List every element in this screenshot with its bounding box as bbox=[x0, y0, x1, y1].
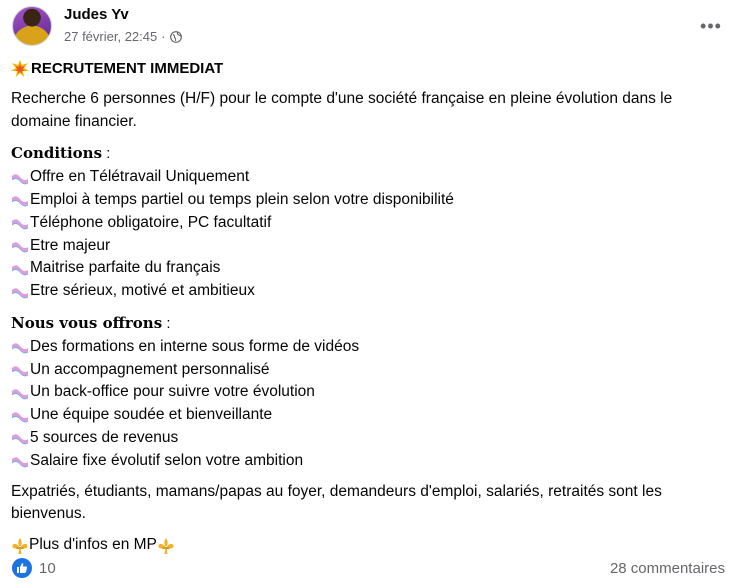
list-item-text: Des formations en interne sous forme de vidéos bbox=[30, 337, 360, 355]
offers-list bbox=[11, 336, 721, 473]
post-meta bbox=[64, 29, 182, 44]
conditions-title bbox=[11, 142, 721, 166]
list-item bbox=[11, 381, 721, 404]
offers-title bbox=[11, 312, 721, 336]
list-item-text: Etre majeur bbox=[30, 236, 111, 254]
headline-text: RECRUTEMENT IMMEDIAT bbox=[31, 60, 224, 77]
list-item bbox=[11, 257, 721, 280]
post-footer bbox=[12, 558, 725, 582]
ribbon-icon bbox=[11, 431, 29, 445]
reaction-count[interactable]: 10 bbox=[39, 560, 56, 577]
infos-text: Plus d'infos en MP bbox=[29, 536, 157, 554]
post-body bbox=[11, 58, 721, 557]
closing-text: Expatriés, étudiants, mamans/papas au foyer, demandeurs d'emploi, salariés, retraités sont les bienvenus. bbox=[11, 482, 662, 523]
ribbon-icon bbox=[11, 454, 29, 468]
ribbon-icon bbox=[11, 193, 29, 207]
ribbon-icon bbox=[11, 386, 29, 400]
intro-text: Recherche 6 personnes (H/F) pour le compte d'une société française en pleine évolution dans le domaine financier. bbox=[11, 89, 673, 130]
ribbon-icon bbox=[11, 171, 29, 185]
list-item-text: Un back-office pour suivre votre évolution bbox=[30, 383, 315, 401]
thumbs-up-icon bbox=[16, 562, 28, 574]
list-item-text: Une équipe soudée et bienveillante bbox=[30, 406, 273, 424]
list-item bbox=[11, 404, 721, 427]
more-options-icon[interactable]: ••• bbox=[700, 15, 722, 36]
fleur-de-lis-icon bbox=[157, 537, 175, 555]
list-item-text: Téléphone obligatoire, PC facultatif bbox=[30, 213, 272, 231]
list-item bbox=[11, 235, 721, 258]
list-item-text: Salaire fixe évolutif selon votre ambition bbox=[30, 451, 304, 469]
list-item bbox=[11, 212, 721, 235]
separator-dot: · bbox=[161, 29, 166, 44]
list-item bbox=[11, 359, 721, 382]
post-timestamp[interactable]: 27 février, 22:45 bbox=[64, 29, 158, 44]
ribbon-icon bbox=[11, 363, 29, 377]
list-item-text: Etre sérieux, motivé et ambitieux bbox=[30, 282, 255, 300]
list-item-text: Offre en Télétravail Uniquement bbox=[30, 168, 250, 186]
globe-icon bbox=[170, 31, 182, 43]
comments-count[interactable]: 28 commentaires bbox=[609, 560, 725, 577]
like-icon[interactable] bbox=[12, 558, 32, 578]
list-item bbox=[11, 166, 721, 189]
ribbon-icon bbox=[11, 216, 29, 230]
list-item bbox=[11, 336, 721, 359]
collision-icon bbox=[11, 60, 29, 78]
conditions-title-suffix: : bbox=[102, 145, 111, 163]
fleur-de-lis-icon bbox=[11, 537, 29, 555]
list-item bbox=[11, 280, 721, 303]
author-name[interactable]: Judes Yv bbox=[64, 6, 129, 23]
conditions-title-text: Conditions bbox=[11, 144, 103, 163]
list-item bbox=[11, 189, 721, 212]
offers-title-suffix: : bbox=[162, 314, 171, 332]
list-item bbox=[11, 427, 721, 450]
ribbon-icon bbox=[11, 239, 29, 253]
post-headline bbox=[11, 58, 721, 81]
offers-title-text: Nous vous offrons bbox=[11, 313, 163, 332]
ribbon-icon bbox=[11, 340, 29, 354]
ribbon-icon bbox=[11, 409, 29, 423]
conditions-list bbox=[11, 166, 721, 303]
list-item-text: Un accompagnement personnalisé bbox=[30, 360, 270, 378]
list-item bbox=[11, 450, 721, 473]
author-avatar[interactable] bbox=[12, 6, 52, 46]
list-item-text: Maitrise parfaite du français bbox=[30, 259, 221, 277]
list-item-text: Emploi à temps partiel ou temps plein selon votre disponibilité bbox=[30, 190, 454, 208]
post-header bbox=[12, 4, 729, 48]
ribbon-icon bbox=[11, 262, 29, 276]
infos-line bbox=[11, 534, 721, 557]
list-item-text: 5 sources de revenus bbox=[30, 428, 179, 446]
ribbon-icon bbox=[11, 285, 29, 299]
